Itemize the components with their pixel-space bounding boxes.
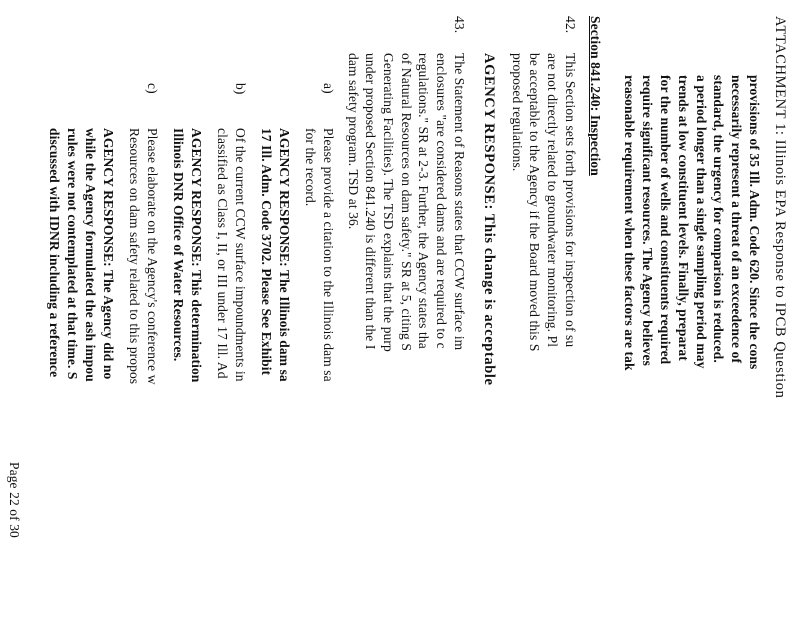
item-number: 42.	[563, 16, 578, 34]
agency-response: discussed with IDNR including a reference	[47, 128, 62, 378]
intro-line: trends at low constituent levels. Finally, preparat	[676, 75, 691, 361]
agency-response: while the Agency formulated the ash impou	[83, 128, 98, 382]
intro-line: necessarily represent a threat of an exceedence of	[729, 75, 744, 364]
item-42-line: are not directly related to groundwater monitoring. Pl	[545, 53, 560, 348]
intro-line: require significant resources. The Agency believes	[640, 75, 655, 366]
item-43-line: enclosures "are considered dams and are required to c	[434, 53, 449, 349]
question-line: Please provide a citation to the Illinois dam sa	[321, 128, 336, 382]
intro-line: for the number of wells and constituents required	[658, 75, 673, 365]
agency-response: AGENCY RESPONSE: The Agency did no	[101, 128, 116, 380]
item-43-line: under proposed Section 841.240 is different than the I	[363, 53, 378, 350]
agency-response: 17 Ill. Adm. Code 3702. Please See Exhibit	[259, 128, 274, 376]
intro-line: a period longer than a single sampling period may	[694, 75, 709, 369]
item-43-line: of Natural Resources on dam safety." SR at 5, citing S	[399, 53, 414, 351]
item-42-line: proposed regulations.	[510, 53, 525, 172]
question-line: for the record.	[303, 128, 318, 207]
subitem-label: a)	[321, 83, 336, 94]
agency-response: Illinois DNR Office of Water Resources.	[171, 128, 186, 362]
intro-line: provisions of 35 Ill. Adm. Code 620. Since the cons	[747, 75, 762, 370]
question-line: classified as Class I, II, or III under 17 Ill. Ad	[215, 128, 230, 379]
attachment-header: ATTACHMENT 1: Illinois EPA Response to IPCB Question	[772, 16, 788, 399]
section-heading: Section 841.240: Inspection	[588, 16, 603, 176]
item-number: 43.	[452, 16, 467, 34]
agency-response: AGENCY RESPONSE: The Illinois dam sa	[277, 128, 292, 382]
item-43-line: regulations." SR at 2-3. Further, the Agency states tha	[416, 53, 431, 349]
subitem-label: b)	[233, 83, 248, 95]
agency-response: rules were not contemplated at that time. S	[65, 128, 80, 380]
page-number: Page 22 of 30	[7, 462, 22, 538]
item-42-line: be acceptable to the Agency if the Board moved this S	[527, 53, 542, 352]
subitem-label: c)	[145, 83, 160, 94]
item-43-line: dam safety program. TSD at 36.	[346, 53, 361, 230]
intro-line: reasonable requirement when these factors are tak	[622, 75, 637, 371]
agency-response: AGENCY RESPONSE: This change is acceptable	[481, 53, 497, 386]
item-43-line: Generating Facilities). The TSD explains that the purp	[381, 53, 396, 352]
question-line: Of the current CCW surface impoundments in	[233, 128, 248, 382]
item-43-line: The Statement of Reasons states that CCW surface im	[452, 53, 467, 351]
intro-line: standard, the urgency for comparison is reduced.	[711, 75, 726, 363]
question-line: Please elaborate on the Agency's conference w	[145, 128, 160, 385]
question-line: Resources on dam safety related to this propos	[127, 128, 142, 385]
agency-response: AGENCY RESPONSE: This determination	[189, 128, 204, 383]
item-42-line: This Section sets forth provisions for inspection of su	[563, 53, 578, 348]
